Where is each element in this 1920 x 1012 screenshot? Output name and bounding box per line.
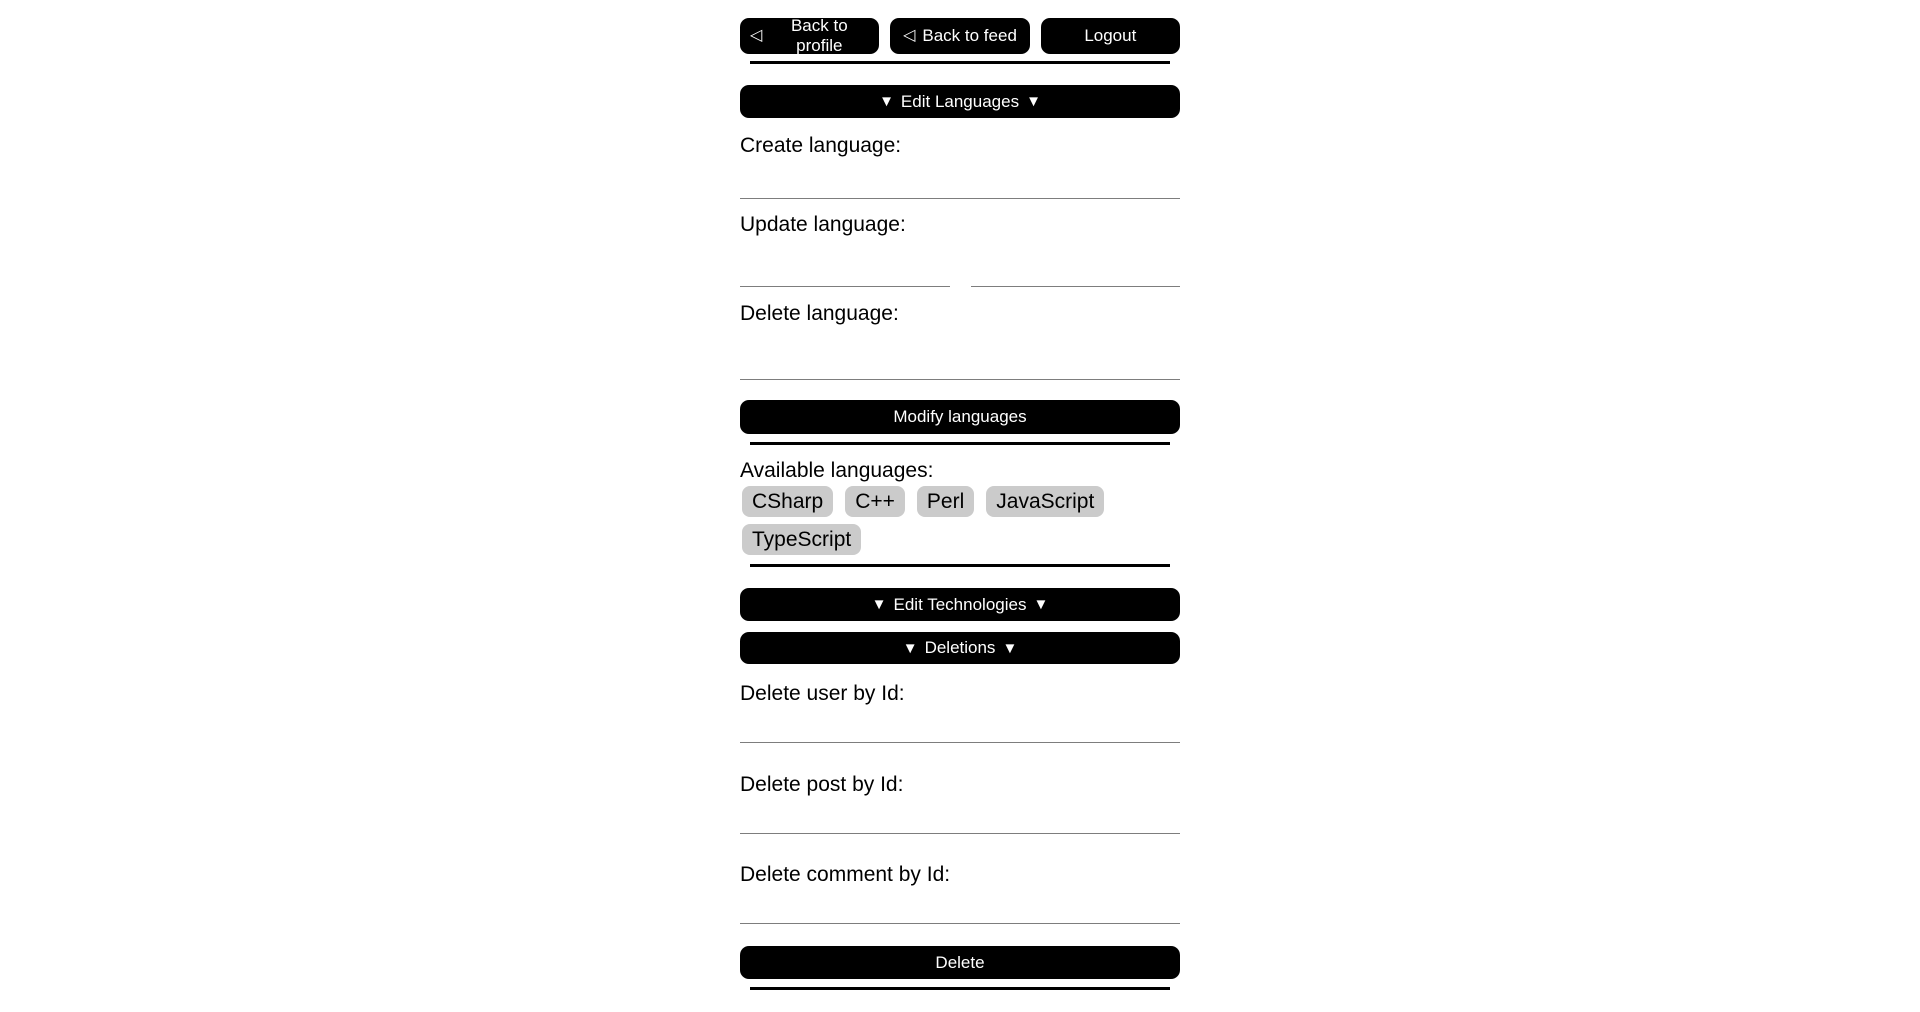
delete-comment-label: Delete comment by Id:	[740, 863, 951, 886]
edit-technologies-toggle[interactable]	[740, 588, 1180, 621]
language-tag-csharp[interactable]: CSharp	[742, 486, 833, 517]
modify-languages-button[interactable]	[740, 400, 1180, 434]
back-to-feed-label: Back to feed	[922, 26, 1017, 45]
chevron-down-icon: ▼	[879, 93, 894, 110]
back-to-profile-button[interactable]	[740, 18, 879, 54]
toolbar	[740, 18, 1180, 54]
delete-comment-input[interactable]	[740, 888, 1180, 924]
update-language-inputs	[740, 247, 1180, 287]
deletions-toggle[interactable]	[740, 632, 1180, 664]
delete-language-input[interactable]	[740, 340, 1180, 380]
chevron-down-icon: ▼	[1033, 596, 1049, 613]
delete-user-input[interactable]	[740, 707, 1180, 743]
language-tag-typescript[interactable]: TypeScript	[742, 524, 861, 555]
edit-languages-toggle-label: Edit Languages	[900, 91, 1020, 111]
language-tag-list	[740, 486, 1180, 555]
back-to-profile-label: Back to profile	[790, 16, 848, 55]
delete-post-input[interactable]	[740, 798, 1180, 834]
create-language-label: Create language:	[740, 134, 902, 157]
chevron-down-icon: ▼	[871, 596, 887, 613]
language-tag-perl[interactable]: Perl	[917, 486, 974, 517]
create-language-input[interactable]	[740, 159, 1180, 199]
delete-button-label: Delete	[935, 952, 985, 972]
back-to-feed-button[interactable]	[890, 18, 1029, 54]
delete-post-label: Delete post by Id:	[740, 773, 904, 796]
admin-panel	[740, 0, 1180, 990]
back-icon: ◁	[903, 27, 916, 44]
delete-language-label: Delete language:	[740, 302, 899, 325]
modify-languages-label: Modify languages	[893, 407, 1027, 426]
language-tag-javascript[interactable]: JavaScript	[986, 486, 1104, 517]
update-language-new-input[interactable]	[971, 247, 1181, 287]
delete-button[interactable]	[740, 946, 1180, 979]
logout-label: Logout	[1084, 26, 1137, 45]
chevron-down-icon: ▼	[902, 639, 918, 657]
available-languages-label: Available languages:	[740, 459, 934, 482]
edit-technologies-toggle-label: Edit Technologies	[893, 594, 1027, 614]
deletions-divider	[750, 987, 1170, 990]
chevron-down-icon: ▼	[1002, 639, 1018, 657]
deletions-toggle-label: Deletions	[924, 638, 996, 657]
chevron-down-icon: ▼	[1026, 93, 1041, 110]
update-language-label: Update language:	[740, 213, 906, 236]
available-languages-divider	[750, 564, 1170, 567]
languages-divider	[750, 442, 1170, 445]
logout-button[interactable]	[1041, 18, 1180, 54]
delete-user-label: Delete user by Id:	[740, 682, 905, 705]
edit-languages-toggle[interactable]	[740, 85, 1180, 118]
language-tag-cpp[interactable]: C++	[845, 486, 905, 517]
toolbar-divider	[750, 61, 1170, 64]
update-language-old-input[interactable]	[740, 247, 950, 287]
back-icon: ◁	[750, 27, 763, 44]
